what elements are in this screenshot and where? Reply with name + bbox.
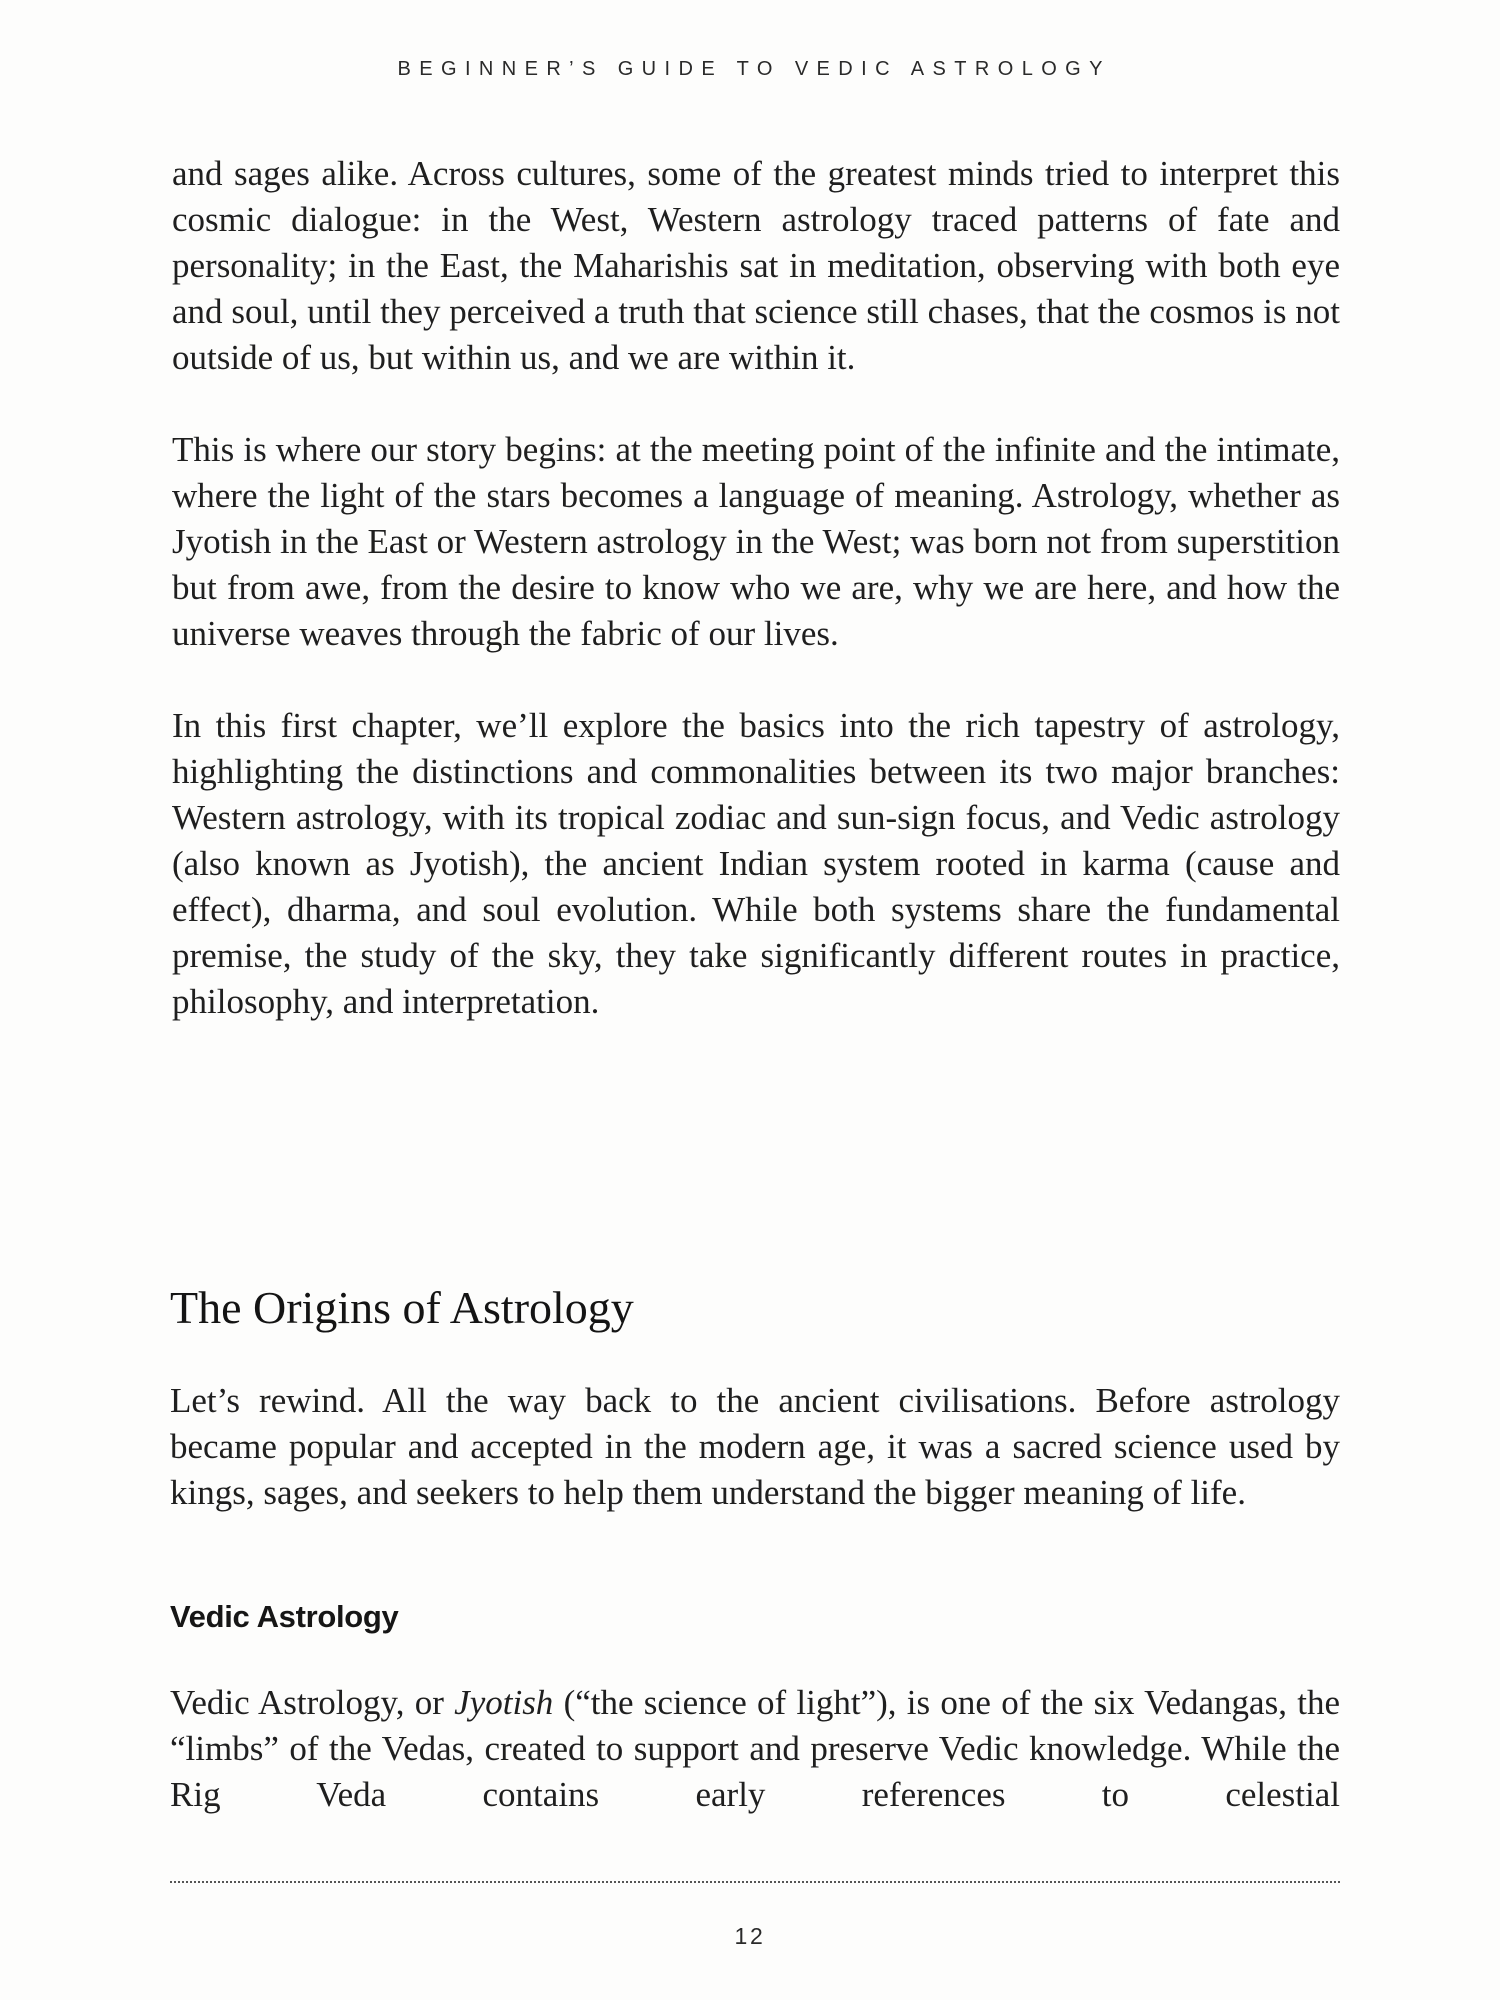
subsection-heading: Vedic Astrology — [170, 1599, 399, 1634]
section-heading: The Origins of Astrology — [170, 1282, 634, 1333]
section-paragraph: Let’s rewind. All the way back to the ancient civilisations. Before astrology became popular and accepted in the modern age, it was a sacred science used by kings, sages, and seekers to help them understand the bigger meaning of life. — [170, 1381, 1340, 1512]
intro-paragraph-3: In this first chapter, we’ll explore the basics into the rich tapestry of astrology, highlighting the distinctions and commonalities between its two major branches: Western astrology, with its tropical zodiac and sun-sign focus, and Vedic astrology (also known as Jyotish), the ancient Indian system rooted in karma (cause and effect), dharma, and soul evolution. While both systems share the fundamental premise, the study of the sky, they take significantly different routes in practice, philosophy, and interpretation. — [172, 706, 1340, 1021]
section-text-block — [170, 1378, 1340, 1516]
intro-paragraph-2: This is where our story begins: at the meeting point of the infinite and the intimate, where the light of the stars becomes a language of meaning. Astrology, whether as Jyotish in the East or Western astrology in the West; was born not from superstition but from awe, from the desire to know who we are, why we are here, and how the universe weaves through the fabric of our lives. — [172, 430, 1340, 653]
intro-paragraph-1: and sages alike. Across cultures, some of the greatest minds tried to interpret this cosmic dialogue: in the West, Western astrology traced patterns of fate and personality; in the East, the Maharishis sat in meditation, observing with both eye and soul, until they perceived a truth that science still chases, that the cosmos is not outside of us, but within us, and we are within it. — [172, 154, 1340, 377]
page-number: 12 — [734, 1923, 766, 1949]
italic-term: Jyotish — [454, 1683, 554, 1722]
subsection-text-rest: (“the science of light”), is one of the six Vedangas, the “limbs” of the Vedas, created to support and preserve Vedic knowledge. While the Rig Veda contains early references to celestial — [170, 1683, 1340, 1814]
footer-divider — [170, 1881, 1340, 1883]
running-header: BEGINNER’S GUIDE TO VEDIC ASTROLOGY — [397, 58, 1111, 80]
subsection-text-start: Vedic Astrology, or — [170, 1683, 455, 1722]
subsection-text-block — [170, 1680, 1340, 1818]
subsection-paragraph — [170, 1680, 1340, 1818]
intro-text-block — [172, 151, 1340, 1025]
